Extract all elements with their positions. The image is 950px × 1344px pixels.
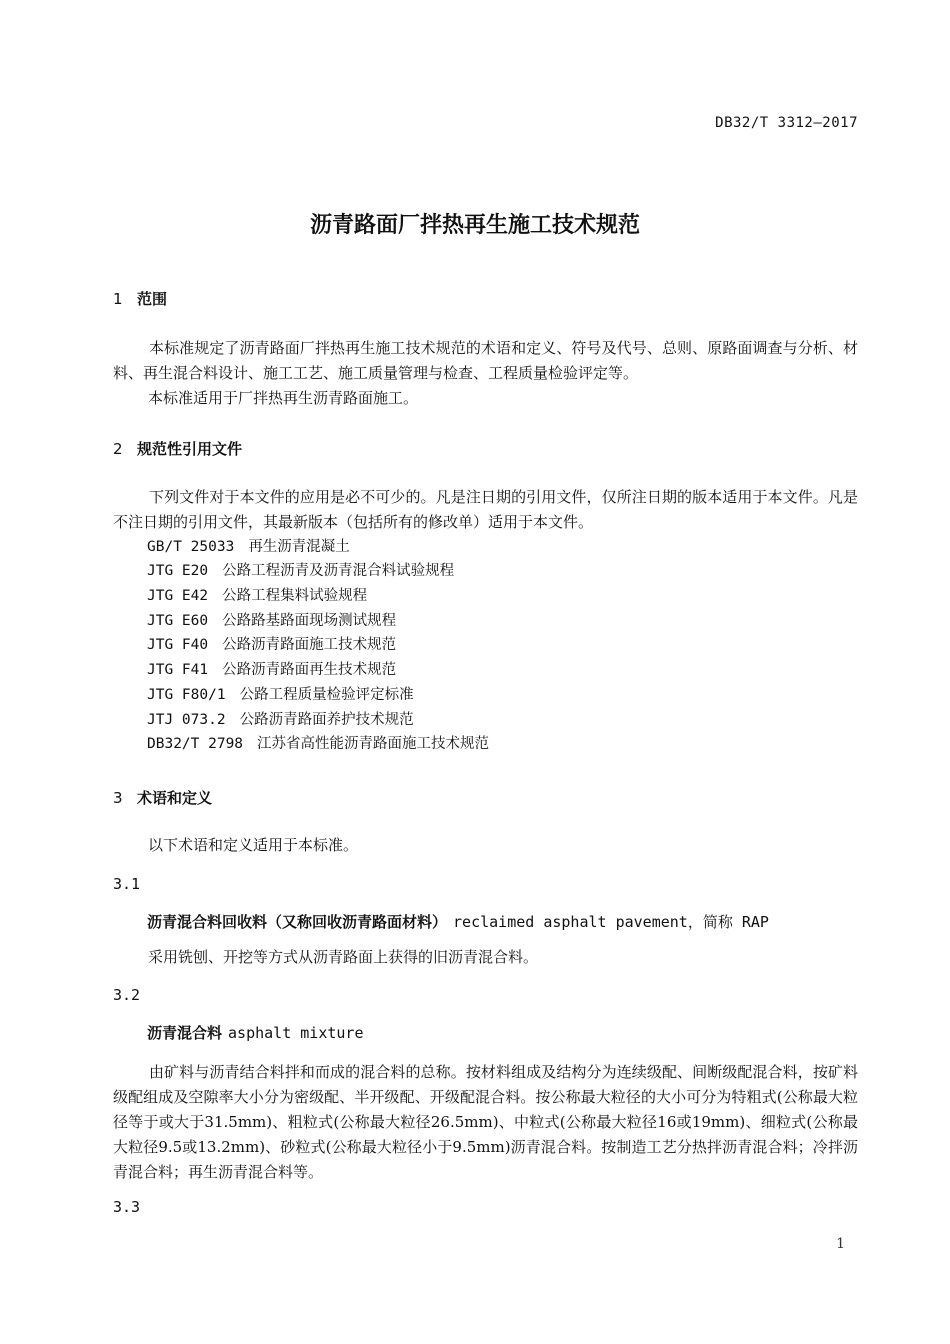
section-2-heading bbox=[113, 438, 242, 459]
term-chinese: 沥青混合料回收料（又称回收沥青路面材料） bbox=[147, 913, 448, 931]
reference-item bbox=[147, 535, 350, 559]
terms-intro: 以下术语和定义适用于本标准。 bbox=[148, 836, 359, 854]
reference-item bbox=[147, 584, 367, 608]
section-title: 术语和定义 bbox=[137, 789, 213, 807]
term-english: reclaimed asphalt pavement，简称 RAP bbox=[453, 913, 769, 931]
clause-number: 3.2 bbox=[113, 986, 141, 1004]
document-title: 沥青路面厂拌热再生施工技术规范 bbox=[309, 213, 640, 238]
term-definition: 采用铣刨、开挖等方式从沥青路面上获得的旧沥青混合料。 bbox=[148, 948, 539, 966]
reference-code: JTG F41 bbox=[147, 662, 209, 678]
term-heading bbox=[147, 911, 769, 932]
scope-paragraph: 本标准规定了沥青路面厂拌热再生施工技术规范的术语和定义、符号及代号、总则、原路面调查与分析、材料、再生混合料设计、施工工艺、施工质量管理与检查、工程质量检验评定等。 bbox=[113, 339, 858, 382]
references-intro: 下列文件对于本文件的应用是必不可少的。凡是注日期的引用文件，仅所注日期的版本适用于本文件。凡是不注日期的引用文件，其最新版本（包括所有的修改单）适用于本文件。 bbox=[113, 488, 858, 531]
reference-name: 公路沥青路面再生技术规范 bbox=[222, 662, 397, 678]
section-number: 1 bbox=[113, 290, 123, 308]
reference-name: 公路沥青路面施工技术规范 bbox=[222, 637, 397, 653]
page-number: 1 bbox=[836, 1236, 845, 1252]
clause-number: 3.3 bbox=[113, 1198, 141, 1216]
reference-code: JTJ 073.2 bbox=[147, 712, 226, 728]
section-number: 3 bbox=[113, 789, 123, 807]
reference-code: DB32/T 2798 bbox=[147, 736, 244, 752]
reference-code: GB/T 25033 bbox=[147, 539, 235, 555]
section-3-heading bbox=[113, 787, 212, 808]
reference-code: JTG E42 bbox=[147, 588, 209, 604]
term-chinese: 沥青混合料 bbox=[147, 1024, 223, 1042]
reference-item bbox=[147, 633, 396, 657]
clause-number: 3.1 bbox=[113, 875, 141, 893]
reference-item bbox=[147, 732, 489, 756]
reference-name: 江苏省高性能沥青路面施工技术规范 bbox=[257, 736, 490, 752]
document-code: DB32/T 3312—2017 bbox=[715, 115, 858, 131]
reference-name: 公路工程沥青及沥青混合料试验规程 bbox=[222, 563, 455, 579]
reference-name: 再生沥青混凝土 bbox=[248, 539, 350, 555]
reference-name: 公路沥青路面养护技术规范 bbox=[239, 712, 414, 728]
reference-item bbox=[147, 708, 414, 732]
reference-name: 公路工程质量检验评定标准 bbox=[239, 687, 414, 703]
scope-applicability: 本标准适用于厂拌热再生沥青路面施工。 bbox=[148, 389, 419, 407]
reference-item bbox=[147, 658, 396, 682]
section-1-heading bbox=[113, 288, 167, 309]
reference-name: 公路路基路面现场测试规程 bbox=[222, 613, 397, 629]
reference-code: JTG E60 bbox=[147, 613, 209, 629]
reference-item bbox=[147, 559, 454, 583]
section-title: 范围 bbox=[137, 290, 168, 308]
term-english: asphalt mixture bbox=[228, 1024, 364, 1042]
reference-name: 公路工程集料试验规程 bbox=[222, 588, 368, 604]
term-heading bbox=[147, 1022, 363, 1043]
section-title: 规范性引用文件 bbox=[137, 440, 243, 458]
reference-code: JTG F80/1 bbox=[147, 687, 226, 703]
section-number: 2 bbox=[113, 440, 123, 458]
reference-code: JTG E20 bbox=[147, 563, 209, 579]
term-definition: 由矿料与沥青结合料拌和而成的混合料的总称。按材料组成及结构分为连续级配、间断级配混合料，按矿料级配组成及空隙率大小分为密级配、半开级配、开级配混合料。按公称最大粒径的大小可分为特粗式(公称最大粒径等于或大于31.5mm)、粗粒式(公称最大粒径26.5mm)、中粒式(公称最大粒径16或19mm)、细粒式(公称最大粒径9.5或13.2mm)、砂粒式(公称最大粒径小于9.5mm)沥青混合料。按制造工艺分热拌沥青混合料；冷拌沥青混合料；再生沥青混合料等。 bbox=[113, 1063, 858, 1181]
reference-item bbox=[147, 609, 396, 633]
reference-code: JTG F40 bbox=[147, 637, 209, 653]
reference-item bbox=[147, 683, 414, 707]
